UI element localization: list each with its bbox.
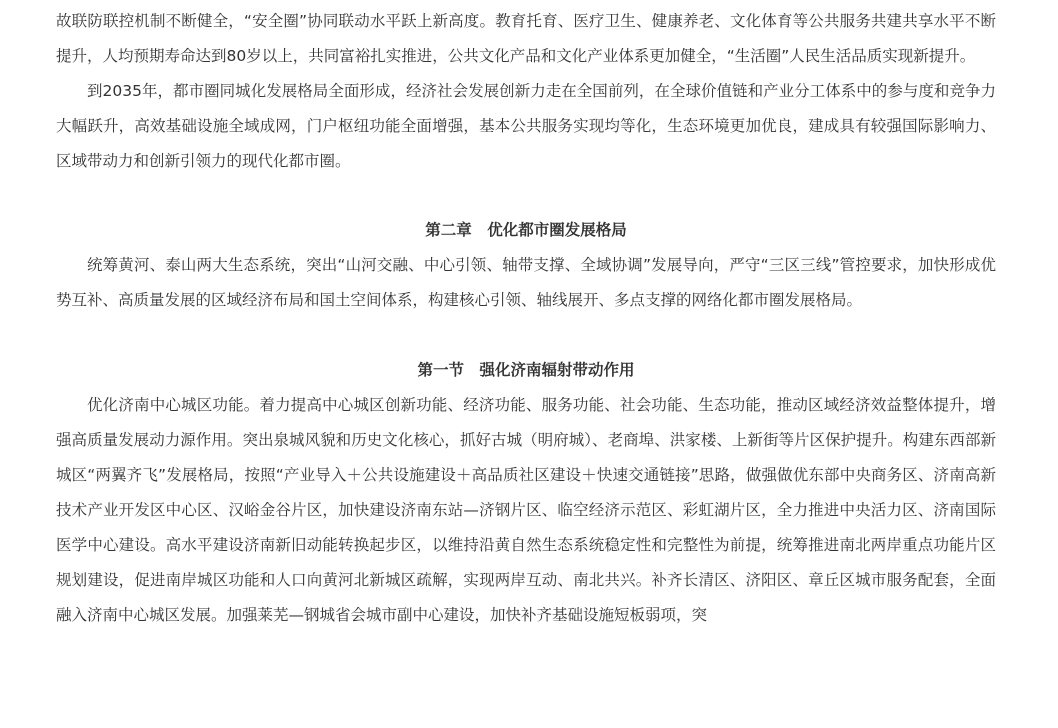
chapter-intro-paragraph: 统筹黄河、泰山两大生态系统，突出“山河交融、中心引领、轴带支撑、全域协调”发展导向，严守“三区三线”管控要求，加快形成优势互补、高质量发展的区域经济布局和国土空间体系，构建核心引领、轴线展开、多点支撑的网络化都市圈发展格局。	[56, 256, 996, 309]
paragraph-safety-services: 故联防联控机制不断健全，“安全圈”协同联动水平跃上新高度。教育托育、医疗卫生、健康养老、文化体育等公共服务共建共享水平不断提升，人均预期寿命达到80岁以上，共同富裕扎实推进，公共文化产品和文化产业体系更加健全，“生活圈”人民生活品质实现新提升。	[56, 12, 996, 65]
paragraph-2035-goals: 到2035年，都市圈同城化发展格局全面形成，经济社会发展创新力走在全国前列，在全球价值链和产业分工体系中的参与度和竞争力大幅跃升，高效基础设施全域成网，门户枢纽功能全面增强，基本公共服务实现均等化，生态环境更加优良，建成具有较强国际影响力、区域带动力和创新引领力的现代化都市圈。	[56, 82, 996, 170]
section-body-paragraph: 优化济南中心城区功能。着力提高中心城区创新功能、经济功能、服务功能、社会功能、生态功能，推动区域经济效益整体提升，增强高质量发展动力源作用。突出泉城风貌和历史文化核心，抓好古城（明府城）、老商埠、洪家楼、上新街等片区保护提升。构建东西部新城区“两翼齐飞”发展格局，按照“产业导入＋公共设施建设＋高品质社区建设＋快速交通链接”思路，做强做优东部中央商务区、济南高新技术产业开发区中心区、汉峪金谷片区，加快建设济南东站—济钢片区、临空经济示范区、彩虹湖片区，全力推进中央活力区、济南国际医学中心建设。高水平建设济南新旧动能转换起步区，以维持沿黄自然生态系统稳定性和完整性为前提，统筹推进南北两岸重点功能片区规划建设，促进南岸城区功能和人口向黄河北新城区疏解，实现两岸互动、南北共兴。补齐长清区、济阳区、章丘区城市服务配套，全面融入济南中心城区发展。加强莱芜—钢城省会城市副中心建设，加快补齐基础设施短板弱项，突	[56, 396, 996, 624]
document-page	[0, 4, 1058, 728]
chapter-title: 第二章 优化都市圈发展格局	[425, 221, 627, 239]
section-title: 第一节 强化济南辐射带动作用	[417, 361, 635, 379]
